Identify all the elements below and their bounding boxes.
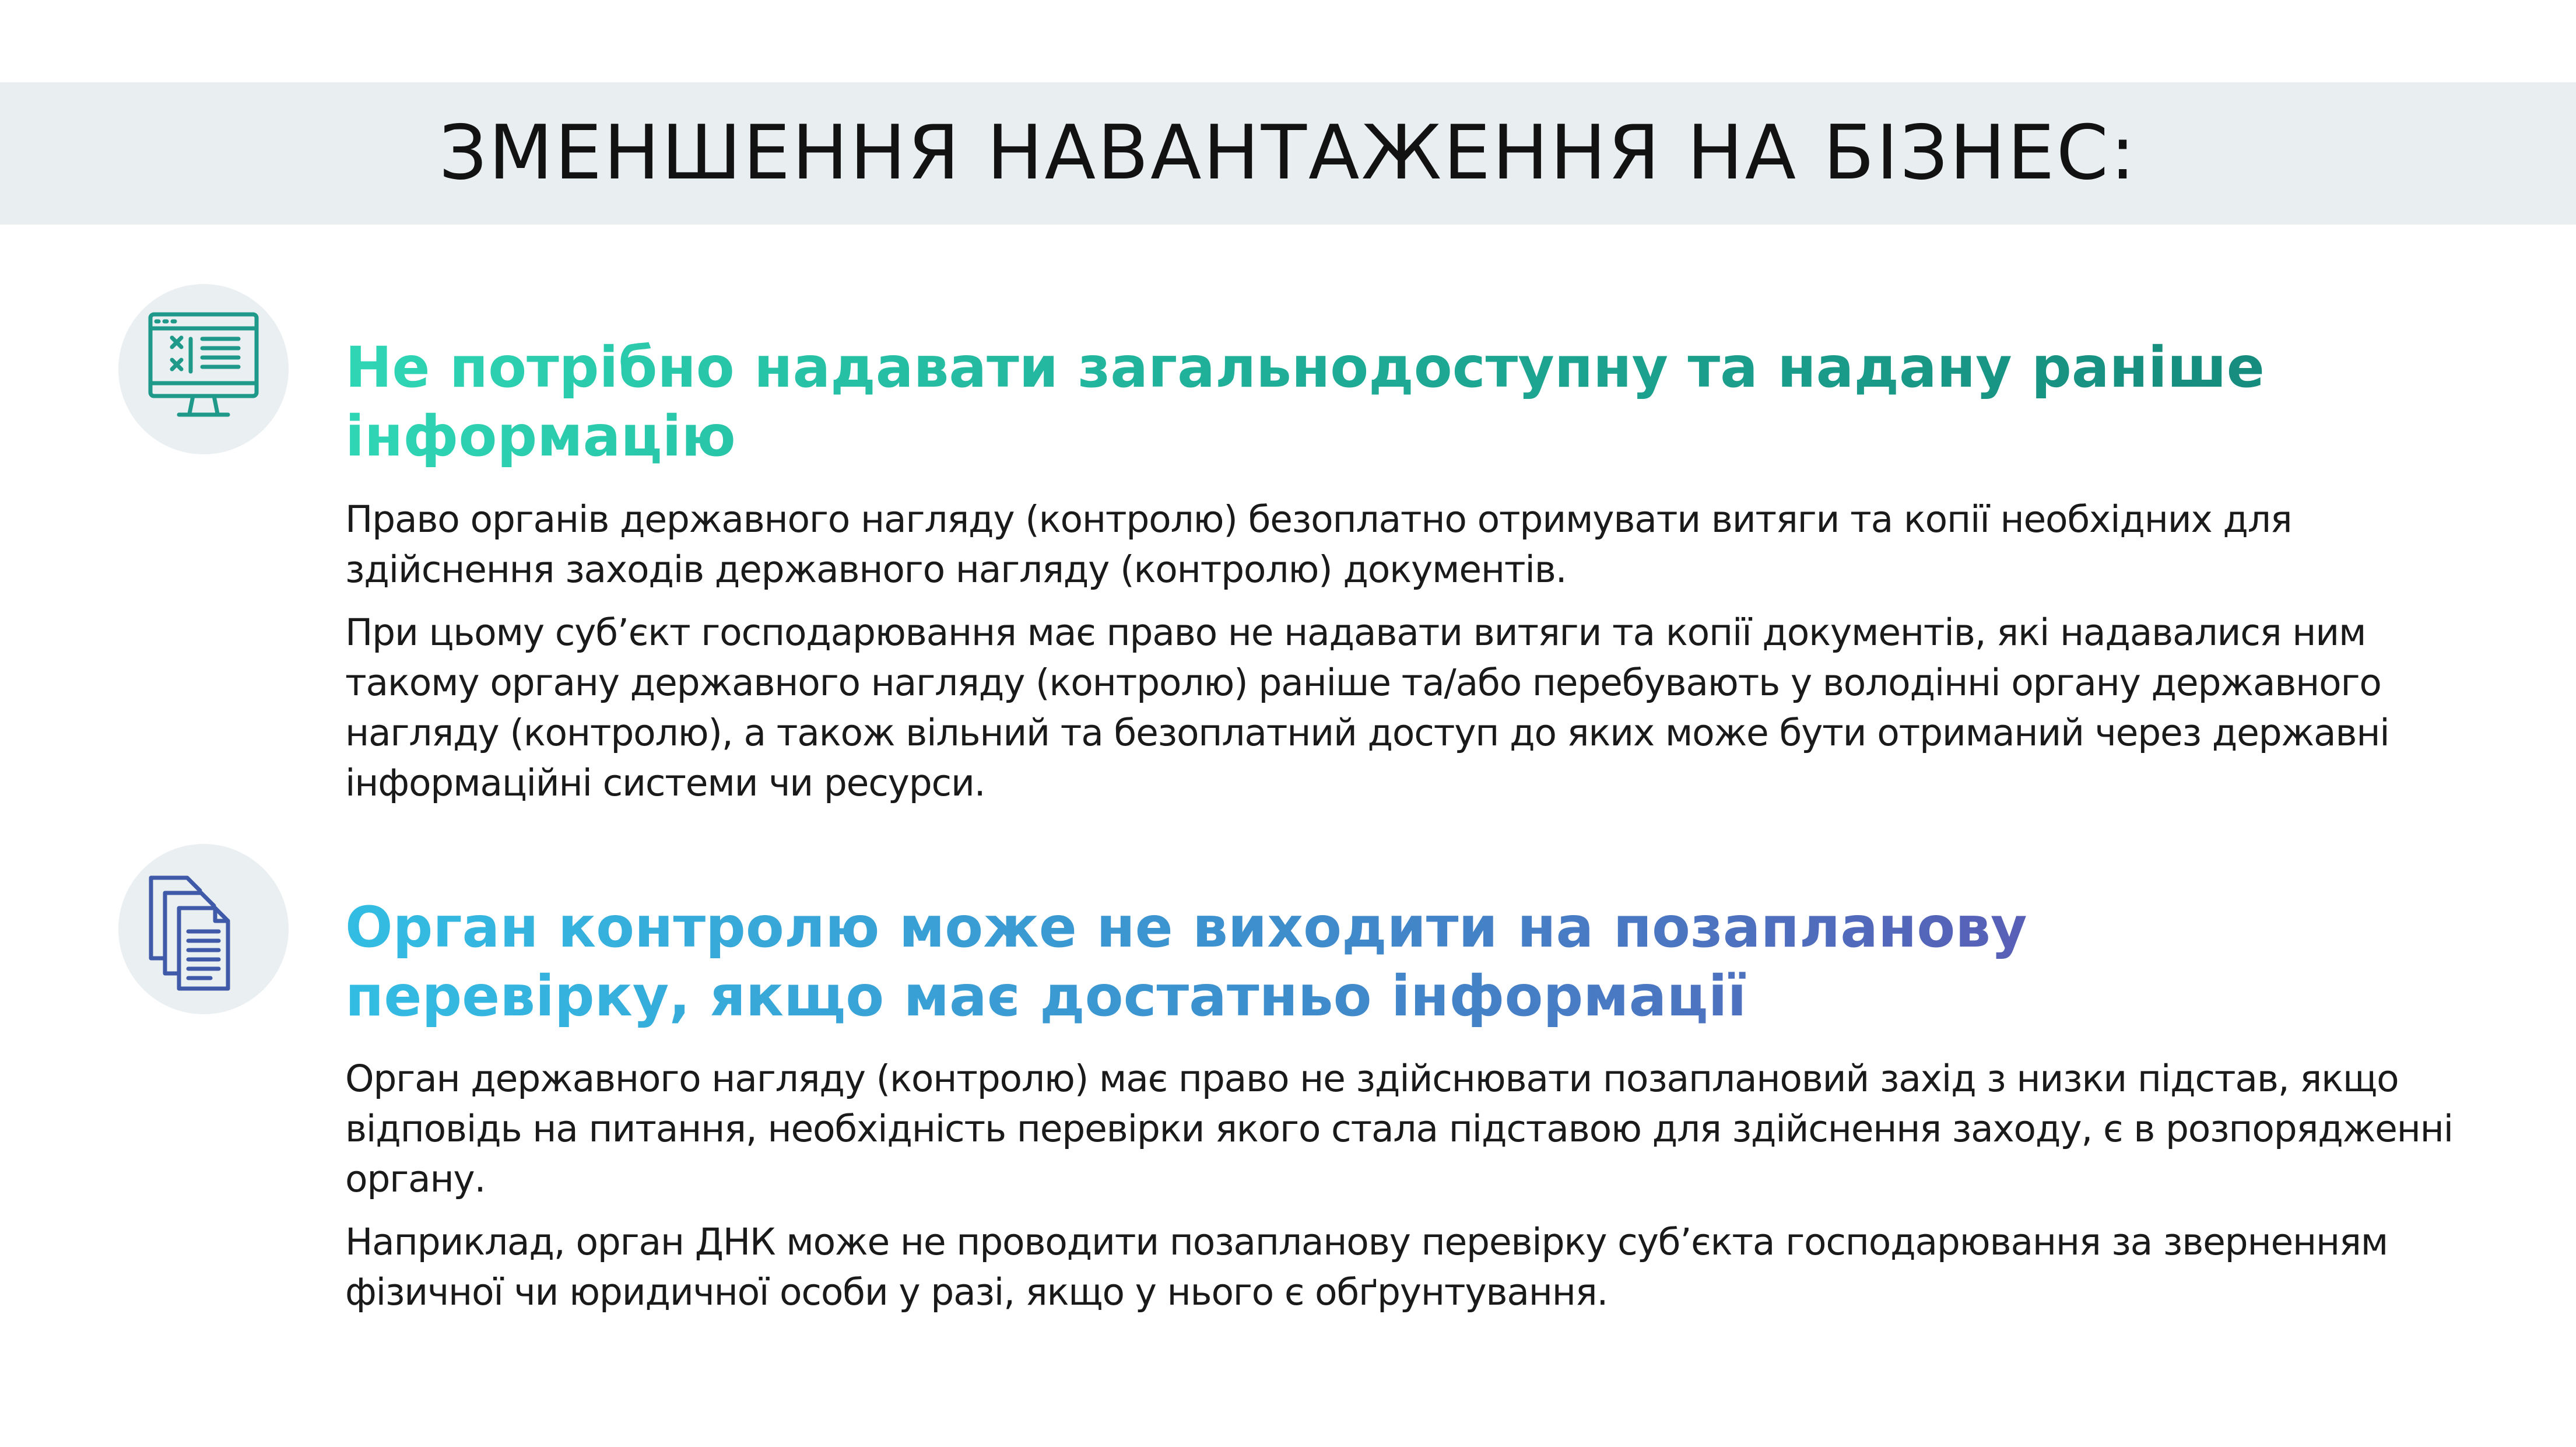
section-paragraph: При цьому суб’єкт господарювання має право не надавати витяги та копії документів, які надавалися ним такому органу державного нагляду (контролю) раніше та/або перебувають у володінні органу державного нагляду (контролю), а також вільний та безоплатний доступ до яких може бути отриманий через державні інформаційні системи чи ресурси. <box>345 611 2389 804</box>
page-title: ЗМЕНШЕННЯ НАВАНТАЖЕННЯ НА БІЗНЕС: <box>438 110 2138 197</box>
section-paragraph: Право органів державного нагляду (контролю) безоплатно отримувати витяги та копії необхідних для здійснення заходів державного нагляду (контролю) документів. <box>345 498 2292 591</box>
section-heading: Орган контролю може не виходити на позапланову перевірку, якщо має достатньо інформації <box>345 893 2386 1031</box>
section-paragraph: Орган державного нагляду (контролю) має право не здійснювати позаплановий захід з низки підстав, якщо відповідь на питання, необхідність перевірки якого стала підставою для здійснення заходу, є в розпорядженні органу. <box>345 1057 2453 1200</box>
documents-stack-icon <box>118 844 289 1014</box>
section-paragraph: Наприклад, орган ДНК може не проводити позапланову перевірку суб’єкта господарювання за зверненням фізичної чи юридичної особи у разі, якщо у нього є обґрунтування. <box>345 1221 2388 1313</box>
section-heading: Не потрібно надавати загальнодоступну та надану раніше інформацію <box>345 333 2386 471</box>
computer-checklist-icon <box>118 284 289 454</box>
